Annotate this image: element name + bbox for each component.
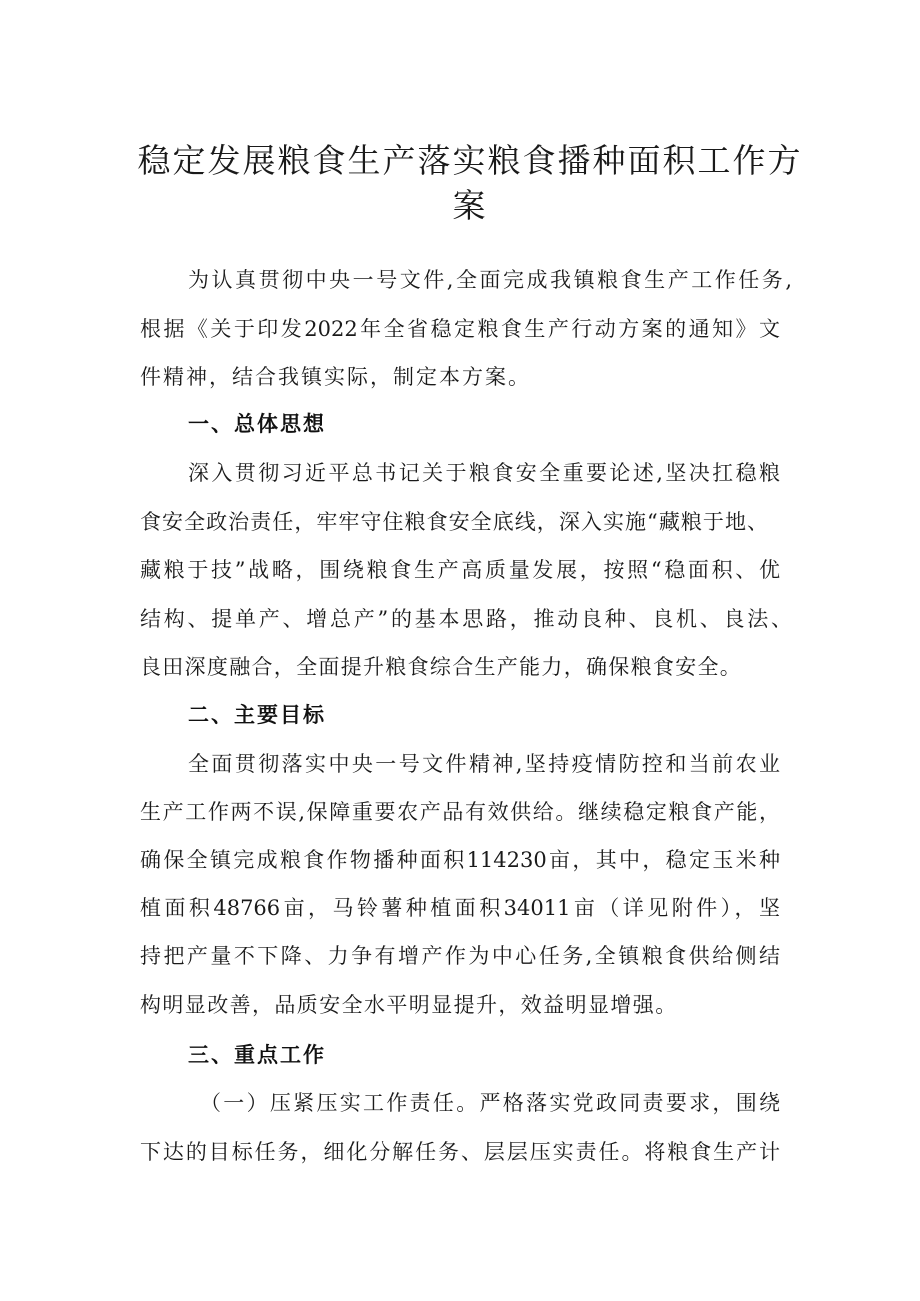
paragraph-line: 下达的目标任务，细化分解任务、层层压实责任。将粮食生产计 [140,1140,780,1164]
paragraph-line: 结构、提单产、增总产”的基本思路，推动良种、良机、良法、 [140,607,792,631]
title-line-1: 稳定发展粮食生产落实粮食播种面积工作方 [137,141,803,180]
document-title [120,138,820,230]
paragraph-line: 持把产量不下降、力争有增产作为中心任务,全镇粮食供给侧结 [140,944,780,968]
paragraph-line: 植面积48766亩，马铃薯种植面积34011亩（详见附件），坚 [140,896,780,920]
intro-line: 为认真贯彻中央一号文件,全面完成我镇粮食生产工作任务, [188,268,792,292]
paragraph-line: 确保全镇完成粮食作物播种面积114230亩，其中，稳定玉米种 [140,848,780,872]
paragraph-line: 构明显改善，品质安全水平明显提升，效益明显增强。 [140,993,678,1017]
section-heading-2: 二、主要目标 [188,703,326,727]
paragraph-line: 深入贯彻习近平总书记关于粮食安全重要论述,坚决扛稳粮 [188,461,780,485]
paragraph-line: 生产工作两不误,保障重要农产品有效供给。继续稳定粮食产能， [140,800,780,824]
paragraph-line: （一）压紧压实工作责任。严格落实党政同责要求，围绕 [200,1091,780,1115]
paragraph-line: 食安全政治责任，牢牢守住粮食安全底线，深入实施“藏粮于地、 [140,510,768,534]
intro-line: 根据《关于印发2022年全省稳定粮食生产行动方案的通知》文 [140,317,780,341]
section-heading-3: 三、重点工作 [188,1043,326,1067]
section-heading-1: 一、总体思想 [188,412,326,436]
paragraph-line: 良田深度融合，全面提升粮食综合生产能力，确保粮食安全。 [140,655,743,679]
title-line-2: 案 [452,186,488,225]
paragraph-line: 藏粮于技”战略，围绕粮食生产高质量发展，按照“稳面积、优 [140,558,780,582]
paragraph-line: 全面贯彻落实中央一号文件精神,坚持疫情防控和当前农业 [188,752,780,776]
intro-line: 件精神，结合我镇实际，制定本方案。 [140,365,531,389]
